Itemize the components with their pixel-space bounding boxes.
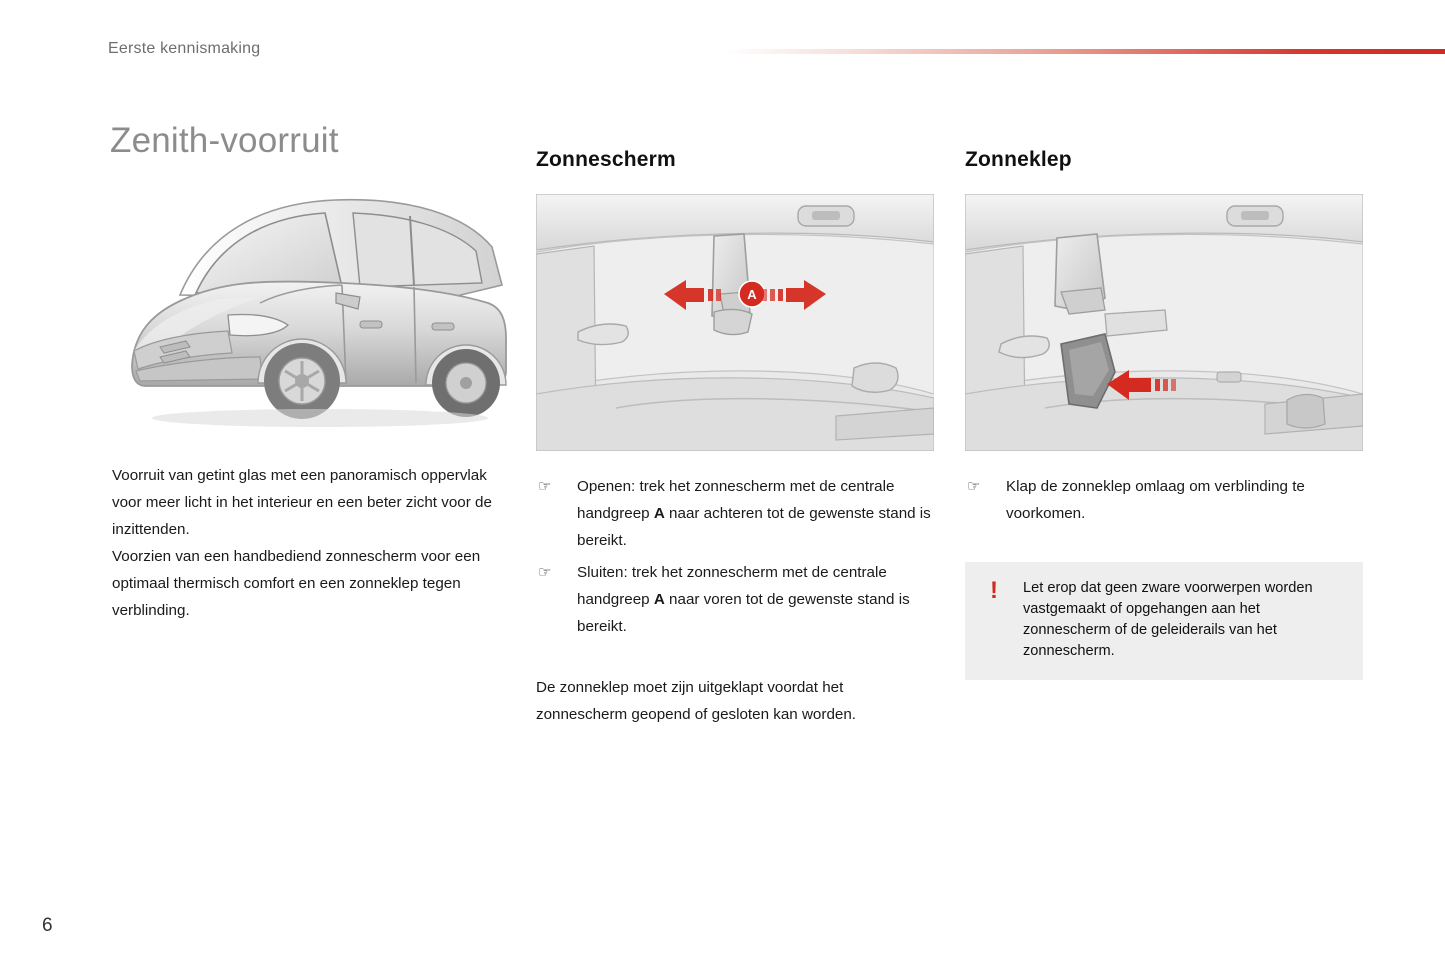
right-column	[965, 148, 1363, 680]
label-a-close: A	[653, 591, 665, 608]
pointing-hand-icon: ☞	[967, 478, 981, 495]
page-title: Zenith-voorruit	[110, 121, 339, 161]
zonneklep-figure	[965, 194, 1363, 451]
instruction-open-text-after: naar achteren tot de gewenste stand is bereikt.	[577, 505, 931, 549]
zonneklep-instruction	[965, 473, 1363, 527]
zonnescherm-note: De zonneklep moet zijn uitgeklapt voordat het zonnescherm geopend of gesloten kan worden.	[536, 679, 856, 723]
zonnescherm-instruction-list	[536, 473, 934, 640]
page-number: 6	[42, 915, 53, 936]
left-paragraph-1: Voorruit van getint glas met een panoramisch oppervlak voor meer licht in het interieur en een beter zicht voor de inzittenden.	[112, 467, 492, 538]
pointing-hand-icon: ☞	[538, 564, 552, 581]
section-heading-zonnescherm: Zonnescherm	[536, 148, 676, 171]
list-item	[536, 473, 934, 554]
list-item	[536, 559, 934, 640]
instruction-open-text-before: Openen: trek het zonnescherm met de centrale handgreep	[577, 478, 895, 522]
warning-exclamation-icon: !	[990, 577, 998, 604]
instruction-close-text-after: naar voren tot de gewenste stand is bereikt.	[577, 591, 910, 635]
car-illustration	[110, 175, 510, 440]
svg-text:A: A	[747, 287, 757, 302]
left-column-body	[112, 462, 512, 624]
middle-column	[536, 148, 934, 728]
breadcrumb: Eerste kennismaking	[108, 40, 261, 57]
section-heading-zonneklep: Zonneklep	[965, 148, 1072, 171]
warning-box	[965, 562, 1363, 680]
pointing-hand-icon: ☞	[538, 478, 552, 495]
instruction-close-text-before: Sluiten: trek het zonnescherm met de centrale handgreep	[577, 564, 887, 608]
zonneklep-instruction-text: Klap de zonneklep omlaag om verblinding te voorkomen.	[1006, 478, 1305, 522]
label-a-open: A	[653, 505, 665, 522]
left-paragraph-2: Voorzien van een handbediend zonnescherm voor een optimaal thermisch comfort en een zonneklep tegen verblinding.	[112, 548, 481, 619]
page-header	[0, 40, 1445, 60]
warning-text: Let erop dat geen zware voorwerpen worden vastgemaakt of opgehangen aan het zonnescherm of de geleiderails van het zonnescherm.	[1023, 580, 1313, 659]
zonnescherm-figure	[536, 194, 934, 451]
left-column	[110, 175, 510, 440]
header-accent-rule	[725, 49, 1445, 54]
